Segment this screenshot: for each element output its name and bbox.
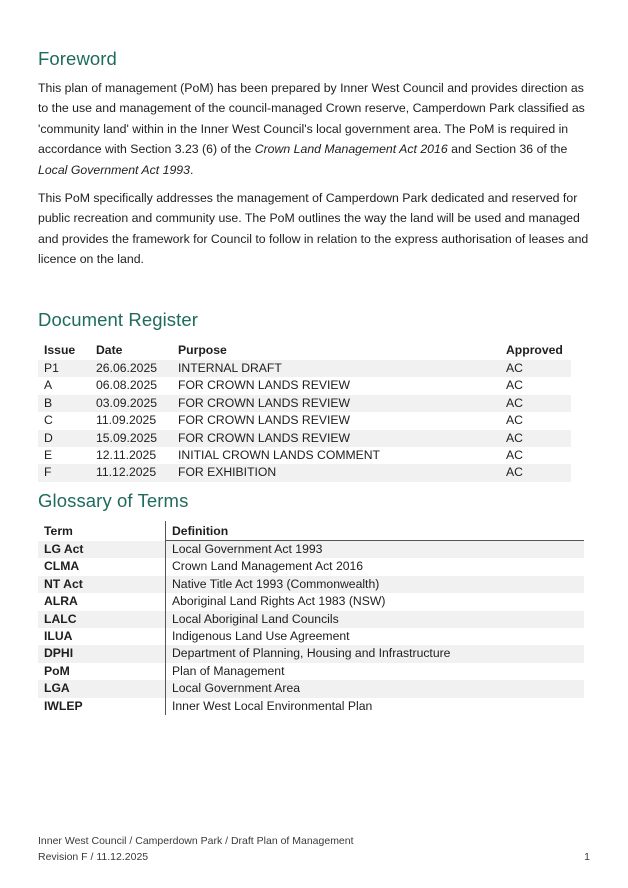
cell-date: 03.09.2025: [96, 395, 157, 410]
cell-date: 11.09.2025: [96, 413, 157, 428]
cell-term: LALC: [44, 611, 77, 626]
table-row: [38, 611, 584, 628]
table-row: [38, 360, 571, 377]
cell-definition: Aboriginal Land Rights Act 1983 (NSW): [166, 593, 585, 610]
cell-term: ILUA: [44, 629, 73, 644]
cell-definition: Native Title Act 1993 (Commonwealth): [166, 576, 585, 593]
cell-issue: A: [44, 378, 53, 393]
cell-definition: Plan of Management: [166, 663, 585, 680]
cell-date: 12.11.2025: [96, 448, 157, 463]
glossary-heading: Glossary of Terms: [38, 490, 189, 511]
foreword-p1-text-a: This plan of management (PoM) has been prepared by Inner West Council and provides direction as to the use and management of the council-managed Crown reserve, Camperdown Park classified as 'community land' within in the Inner West Council's local government area. The PoM is required in accordance with Section 3.23 (6) of the: [38, 81, 585, 157]
table-row: [38, 395, 571, 412]
cell-approved: AC: [506, 395, 523, 410]
table-row: [38, 541, 584, 559]
cell-purpose: FOR CROWN LANDS REVIEW: [178, 430, 350, 445]
document-register-table: [38, 340, 571, 482]
cell-date: 06.08.2025: [96, 378, 157, 393]
foreword-heading: Foreword: [38, 48, 117, 69]
foreword-p1-text-c: .: [189, 162, 194, 177]
table-row: [38, 377, 571, 394]
cell-term: CLMA: [44, 559, 80, 574]
table-row: [38, 645, 584, 662]
foreword-p1-italic-crown-land-act: Crown Land Management Act 2016: [254, 142, 448, 157]
cell-definition: Inner West Local Environmental Plan: [166, 698, 585, 715]
table-row: [38, 558, 584, 575]
cell-purpose: FOR CROWN LANDS REVIEW: [178, 395, 350, 410]
foreword-paragraph-1: [38, 78, 590, 180]
table-row: [38, 680, 584, 697]
page-number: 1: [584, 851, 590, 863]
table-row: [38, 447, 571, 464]
column-header-issue: Issue: [44, 343, 76, 357]
cell-issue: F: [44, 465, 52, 480]
table-row: [38, 576, 584, 593]
cell-approved: AC: [506, 430, 523, 445]
cell-issue: C: [44, 413, 53, 428]
foreword-paragraph-2: This PoM specifically addresses the management of Camperdown Park dedicated and reserved for public recreation and community use. The PoM outlines the way the land will be used and managed and provides the framework for Council to follow in relation to the express authorisation of leases and licence on the land.: [38, 191, 589, 267]
cell-date: 11.12.2025: [96, 465, 157, 480]
table-row: [38, 593, 584, 610]
column-header-term: Term: [44, 523, 73, 538]
document-register-heading: Document Register: [38, 309, 199, 330]
cell-definition: Local Government Act 1993: [166, 541, 585, 559]
table-row: [38, 698, 584, 715]
table-row: [38, 663, 584, 680]
table-row: [38, 628, 584, 645]
cell-purpose: INITIAL CROWN LANDS COMMENT: [178, 448, 381, 463]
cell-purpose: FOR EXHIBITION: [178, 465, 277, 480]
table-row: [38, 412, 571, 429]
table-row: [38, 430, 571, 447]
cell-date: 15.09.2025: [96, 430, 157, 445]
cell-date: 26.06.2025: [96, 361, 157, 375]
cell-issue: B: [44, 395, 53, 410]
cell-term: LGA: [44, 681, 70, 696]
foreword-p1-italic-local-gov-act: Local Government Act 1993: [38, 162, 190, 177]
cell-definition: Department of Planning, Housing and Infrastructure: [166, 645, 585, 662]
cell-approved: AC: [506, 361, 523, 375]
footer-revision: Revision F / 11.12.2025: [38, 851, 149, 863]
glossary-header-row: [38, 521, 584, 541]
glossary-table: [38, 521, 584, 715]
cell-approved: AC: [506, 413, 523, 428]
cell-purpose: FOR CROWN LANDS REVIEW: [178, 378, 350, 393]
footer-document-path: Inner West Council / Camperdown Park / Draft Plan of Management: [38, 835, 354, 847]
cell-term: IWLEP: [44, 698, 83, 713]
cell-issue: D: [44, 430, 53, 445]
column-header-definition: Definition: [166, 521, 585, 541]
cell-definition: Local Aboriginal Land Councils: [166, 611, 585, 628]
foreword-p1-text-b: and Section 36 of the: [447, 142, 568, 157]
table-row: [38, 464, 571, 481]
cell-definition: Crown Land Management Act 2016: [166, 558, 585, 575]
cell-approved: AC: [506, 465, 523, 480]
column-header-approved: Approved: [506, 343, 563, 357]
cell-term: DPHI: [44, 646, 74, 661]
column-header-purpose: Purpose: [178, 343, 227, 357]
cell-term: NT Act: [44, 576, 83, 591]
cell-approved: AC: [506, 448, 523, 463]
column-header-date: Date: [96, 343, 123, 357]
cell-issue: P1: [44, 361, 59, 375]
cell-term: ALRA: [44, 594, 78, 609]
cell-issue: E: [44, 448, 53, 463]
cell-term: PoM: [44, 663, 70, 678]
cell-purpose: FOR CROWN LANDS REVIEW: [178, 413, 350, 428]
cell-purpose: INTERNAL DRAFT: [178, 361, 282, 375]
cell-definition: Local Government Area: [166, 680, 585, 697]
cell-approved: AC: [506, 378, 523, 393]
document-register-header-row: [38, 340, 571, 360]
cell-term: LG Act: [44, 541, 84, 556]
cell-definition: Indigenous Land Use Agreement: [166, 628, 585, 645]
